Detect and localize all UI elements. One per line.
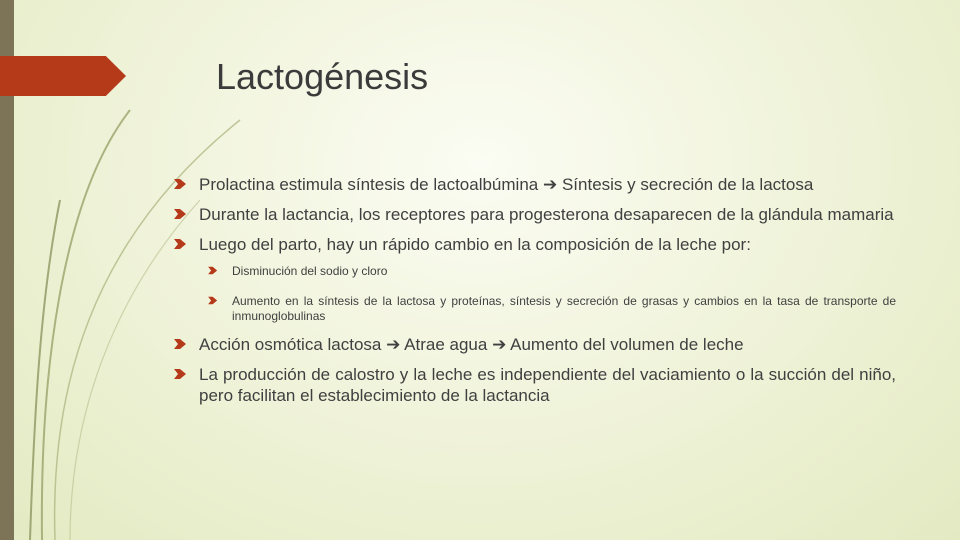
bullet-icon bbox=[174, 174, 199, 194]
bullet-icon bbox=[174, 364, 199, 384]
bullet-icon bbox=[174, 334, 199, 354]
bullet-icon bbox=[174, 204, 199, 224]
arrow-icon: ➔ bbox=[492, 335, 507, 354]
bullet-list bbox=[174, 174, 896, 415]
bullet-icon bbox=[208, 264, 232, 284]
bullet-icon bbox=[208, 294, 232, 314]
list-item bbox=[174, 234, 896, 255]
list-item bbox=[174, 334, 896, 355]
list-item-text: Durante la lactancia, los receptores para progesterona desaparecen de la glándula mamaria bbox=[199, 205, 894, 224]
list-item-text: Disminución del sodio y cloro bbox=[232, 264, 388, 278]
text-segment: Síntesis y secreción de la lactosa bbox=[561, 175, 814, 194]
text-segment: Aumento del volumen de leche bbox=[510, 335, 744, 354]
bullet-icon bbox=[174, 234, 199, 254]
list-item-text bbox=[199, 334, 896, 355]
list-item-text bbox=[199, 174, 896, 195]
list-item bbox=[174, 364, 896, 406]
text-segment: Prolactina estimula síntesis de lactoalbúmina bbox=[199, 175, 539, 194]
list-item-text: Luego del parto, hay un rápido cambio en la composición de la leche por: bbox=[199, 235, 751, 254]
sub-list-item bbox=[208, 264, 896, 284]
list-item bbox=[174, 174, 896, 195]
arrow-icon: ➔ bbox=[542, 175, 558, 194]
sub-list-item bbox=[208, 294, 896, 324]
arrow-icon: ➔ bbox=[386, 335, 401, 354]
slide-title: Lactogénesis bbox=[216, 56, 429, 97]
list-item-text: Aumento en la síntesis de la lactosa y proteínas, síntesis y secreción de grasas y cambios en la tasa de transporte de inmunoglobulinas bbox=[232, 294, 896, 323]
text-segment: Atrae agua bbox=[404, 335, 488, 354]
title-accent-tab bbox=[0, 56, 126, 96]
list-item bbox=[174, 204, 896, 225]
text-segment: Acción osmótica lactosa bbox=[199, 335, 382, 354]
list-item-text: La producción de calostro y la leche es independiente del vaciamiento o la succión del niño, pero facilitan el establecimiento de la lactancia bbox=[199, 365, 896, 405]
